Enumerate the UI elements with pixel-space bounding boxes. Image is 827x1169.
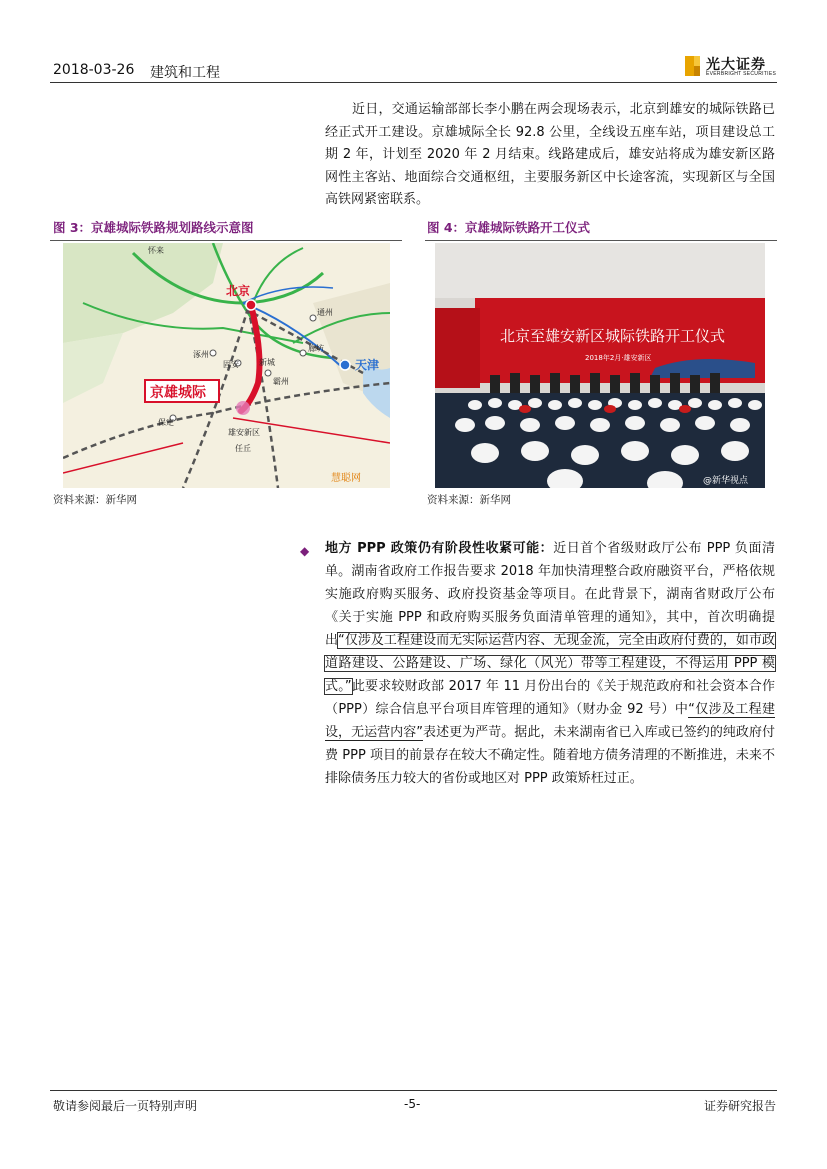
banner-subtext: 2018年2月·雄安新区 [585, 354, 652, 362]
map-label-beijing: 北京 [226, 284, 251, 298]
figure4-photo [435, 243, 765, 488]
figure4-divider [425, 240, 777, 241]
map-label-langfang: 廊坊 [308, 344, 324, 353]
diamond-bullet-icon: ◆ [300, 544, 310, 558]
banner-text: 北京至雄安新区城际铁路开工仪式 [500, 327, 726, 345]
figure4-source: 资料来源：新华网 [427, 494, 511, 506]
map-label-tongzhou: 通州 [317, 308, 333, 317]
page-number: -5- [404, 1097, 421, 1111]
map-label-xiongan: 雄安新区 [228, 428, 260, 437]
map-label-guan: 固安 [223, 360, 239, 369]
figure3-source: 资料来源：新华网 [53, 494, 137, 506]
figure3-title: 图 3：京雄城际铁路规划路线示意图 [53, 220, 254, 235]
map-label-line: 京雄城际 [150, 385, 206, 401]
policy-lead: 地方 PPP 政策仍有阶段性收紧可能： [325, 541, 554, 556]
map-label-huailai: 怀来 [148, 246, 164, 255]
map-watermark: 慧聪网 [331, 473, 361, 484]
policy-text-1: 近日首个省级财政厅公布 PPP 负面清单。湖南省政府工作报告要求 2018 年加快清理整合政府融资平台，严格依规实施政府购买服务、政府投资基金等项目。在此背景下，湖南省财政厅公布《关于实施 PPP 和政府购买服务负面清单管理的通知》，其中，首次明确提出 [325, 541, 775, 648]
map-label-tianjin: 天津 [355, 358, 380, 372]
footer-report-type: 证券研究报告 [704, 1099, 777, 1113]
map-label-baoding: 保定 [158, 418, 174, 427]
logo-mark-icon [684, 54, 702, 78]
map-label-zhuozhou: 涿州 [193, 350, 209, 359]
company-logo [684, 54, 779, 80]
figure3-divider [50, 240, 402, 241]
policy-paragraph [325, 537, 775, 790]
sector-label: 建筑和工程 [150, 65, 220, 81]
header-divider [50, 82, 777, 83]
intro-paragraph: 近日，交通运输部部长李小鹏在两会现场表示，北京到雄安的城际铁路已经正式开工建设。京雄城际全长 92.8 公里，全线设五座车站，项目建设总工期 2 年，计划至 2020 年 2 月结束。线路建成后，雄安站将成为雄安新区路网性主客站、地面综合交通枢纽，主要服务新区中长途客流，实现新区与全国高铁网紧密联系。 [325, 102, 775, 207]
policy-text-3: 表述更为严苛。据此，未来湖南省已入库或已签约的纯政府付费 PPP 项目的前景存在较大不确定性。随着地方债务清理的不断推进，未来不排除债务压力较大的省份或地区对 PPP 政策矫枉过正。 [325, 725, 775, 786]
footer-divider [50, 1090, 777, 1091]
report-date: 2018-03-26 [53, 62, 135, 78]
map-label-renqiu: 任丘 [235, 444, 251, 453]
policy-quote-boxed: “仅涉及工程建设而无实际运营内容、无现金流，完全由政府付费的，如市政道路建设、公路建设、广场、绿化（风光）带等工程建设，不得运用 PPP 模式。” [325, 633, 775, 694]
policy-quote-underlined: “仅涉及工程建设，无运营内容” [325, 702, 775, 740]
figure3-map [63, 243, 390, 488]
map-label-xincheng: 新城 [259, 358, 275, 367]
footer-disclaimer: 敬请参阅最后一页特别声明 [53, 1099, 198, 1113]
policy-text-2: 此要求较财政部 2017 年 11 月份出台的《关于规范政府和社会资本合作（PPP）综合信息平台项目库管理的通知》（财办金 92 号）中 [325, 679, 775, 717]
logo-text: 光大证券 [706, 57, 766, 73]
map-label-bazhou: 霸州 [273, 377, 289, 386]
figure4-title: 图 4：京雄城际铁路开工仪式 [427, 220, 591, 235]
logo-subtext: EVERBRIGHT SECURITIES [706, 71, 777, 77]
photo-watermark: @新华视点 [703, 476, 749, 486]
